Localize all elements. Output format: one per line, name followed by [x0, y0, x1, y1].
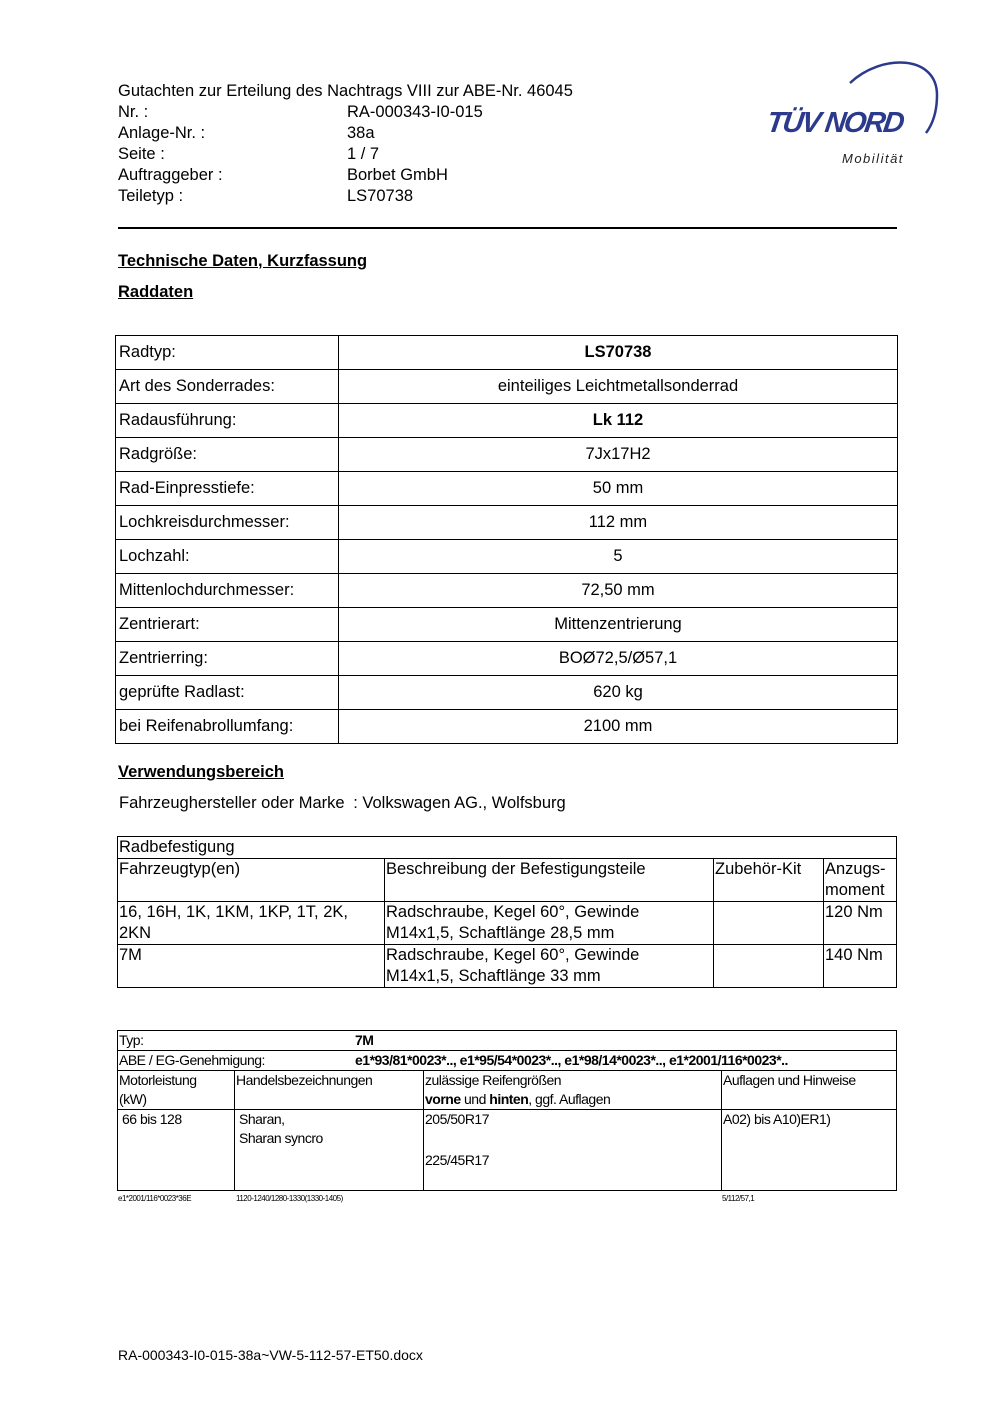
manufacturer-value: Volkswagen AG., Wolfsburg	[362, 794, 566, 812]
row-value: 620 kg	[339, 676, 898, 710]
header-row-anlage	[118, 123, 573, 144]
header-line: Anzugs-	[825, 860, 886, 878]
document-header	[118, 81, 573, 207]
table-row	[116, 540, 898, 574]
header-label: Auftraggeber :	[118, 166, 223, 184]
fastener-description	[385, 945, 714, 988]
raddaten-title: Raddaten	[118, 283, 194, 301]
row-label: Rad-Einpresstiefe:	[116, 472, 339, 506]
typ-value: 7M	[355, 1032, 374, 1048]
tuv-nord-logo	[762, 55, 942, 175]
header-value: LS70738	[347, 187, 414, 205]
manufacturer-line	[119, 794, 566, 813]
header-value: 38a	[347, 124, 375, 142]
row-label: Radtyp:	[116, 336, 339, 370]
typ-cell	[118, 1031, 897, 1051]
row-value: einteiliges Leichtmetallsonderrad	[339, 370, 898, 404]
desc-line: Radschraube, Kegel 60°, Gewinde	[386, 903, 640, 921]
types-line: 16, 16H, 1K, 1KM, 1KP, 1T, 2K,	[119, 903, 348, 921]
kit-cell	[714, 945, 824, 988]
table-row	[116, 370, 898, 404]
tires-cell	[424, 1110, 722, 1191]
section-title: Technische Daten, Kurzfassung	[118, 252, 368, 270]
types-line: 7M	[119, 946, 142, 964]
table-row	[116, 438, 898, 472]
vehicle-types	[118, 902, 385, 945]
typ-table	[117, 1030, 897, 1191]
header-cell: Zubehör-Kit	[714, 859, 824, 902]
header-value: RA-000343-I0-015	[347, 103, 483, 121]
verwendung-title: Verwendungsbereich	[118, 763, 284, 781]
header-vorne: vorne	[425, 1091, 461, 1107]
row-label: bei Reifenabrollumfang:	[116, 710, 339, 744]
header-label: Teiletyp :	[118, 187, 184, 205]
names-cell	[235, 1110, 424, 1191]
header-line: moment	[825, 881, 885, 899]
header-rest: , ggf. Auflagen	[528, 1091, 611, 1107]
abe-value: e1*93/81*0023*.., e1*95/54*0023*.., e1*98/14*0023*.., e1*2001/116*0023*..	[355, 1052, 788, 1068]
torque-cell: 120 Nm	[824, 902, 897, 945]
fastener-description	[385, 902, 714, 945]
table-row	[118, 902, 897, 945]
row-label: Radausführung:	[116, 404, 339, 438]
table-row	[116, 404, 898, 438]
header-cell: Beschreibung der Befestigungsteile	[385, 859, 714, 902]
table-row	[116, 336, 898, 370]
row-label: Lochzahl:	[116, 540, 339, 574]
row-label: Zentrierart:	[116, 608, 339, 642]
abe-cell	[118, 1051, 897, 1071]
header-line: zulässige Reifengrößen	[425, 1072, 562, 1088]
typ-data-row	[118, 1110, 897, 1191]
row-value: 7Jx17H2	[339, 438, 898, 472]
row-label: Art des Sonderrades:	[116, 370, 339, 404]
kit-cell	[714, 902, 824, 945]
table-row	[116, 676, 898, 710]
header-line	[425, 1090, 720, 1109]
range-code: 1120-1240/1280-1330(1330-1405)	[236, 1194, 343, 1203]
row-value: 5	[339, 540, 898, 574]
row-value: 112 mm	[339, 506, 898, 540]
header-cell: Fahrzeugtyp(en)	[118, 859, 385, 902]
footer-filename: RA-000343-I0-015-38a~VW-5-112-57-ET50.docx	[118, 1347, 423, 1363]
name-line: Sharan syncro	[239, 1130, 323, 1146]
approval-code: e1*2001/116*0023*36E	[118, 1194, 192, 1203]
row-value: 72,50 mm	[339, 574, 898, 608]
header-row-nr	[118, 102, 573, 123]
table-row	[116, 472, 898, 506]
row-label: Zentrierring:	[116, 642, 339, 676]
header-und: und	[460, 1091, 490, 1107]
logo-brand: TÜV NORD	[764, 107, 905, 139]
row-value: LS70738	[339, 336, 898, 370]
header-value: Borbet GmbH	[347, 166, 448, 184]
desc-line: M14x1,5, Schaftlänge 33 mm	[386, 967, 601, 985]
befestigung-title: Radbefestigung	[118, 837, 897, 859]
header-line: (kW)	[119, 1091, 147, 1107]
manufacturer-separator: :	[353, 794, 358, 812]
abe-row	[118, 1051, 897, 1071]
row-value: BOØ72,5/Ø57,1	[339, 642, 898, 676]
torque-cell: 140 Nm	[824, 945, 897, 988]
name-line: Sharan,	[239, 1111, 285, 1127]
tire-line: 225/45R17	[425, 1152, 490, 1168]
tire-line: 205/50R17	[425, 1111, 490, 1127]
header-auflagen: Auflagen und Hinweise	[722, 1071, 897, 1110]
header-divider	[118, 227, 897, 229]
typ-header-row	[118, 1071, 897, 1110]
row-value: 2100 mm	[339, 710, 898, 744]
raddaten-table	[115, 335, 898, 744]
table-header-row	[118, 859, 897, 902]
row-value: Mittenzentrierung	[339, 608, 898, 642]
header-row-auftraggeber	[118, 165, 573, 186]
table-row	[116, 574, 898, 608]
header-label: Nr. :	[118, 103, 149, 121]
logo-subtitle: Mobilität	[842, 151, 904, 166]
table-row	[116, 710, 898, 744]
header-cell-torque	[824, 859, 897, 902]
report-title: Gutachten zur Erteilung des Nachtrags VIII zur ABE-Nr. 46045	[118, 82, 573, 100]
types-line: 2KN	[119, 924, 152, 942]
table-title-row	[118, 837, 897, 859]
notes-cell: A02) bis A10)ER1)	[722, 1110, 897, 1191]
header-hinten: hinten	[489, 1091, 529, 1107]
table-row	[116, 608, 898, 642]
table-row	[118, 945, 897, 988]
desc-line: M14x1,5, Schaftlänge 28,5 mm	[386, 924, 615, 942]
row-label: geprüfte Radlast:	[116, 676, 339, 710]
header-reifen	[424, 1071, 722, 1110]
abe-label: ABE / EG-Genehmigung:	[119, 1052, 265, 1068]
befestigung-table	[117, 836, 897, 988]
manufacturer-label: Fahrzeughersteller oder Marke	[119, 794, 345, 812]
header-row-teiletyp	[118, 186, 573, 207]
header-handel: Handelsbezeichnungen	[235, 1071, 424, 1110]
row-label: Lochkreisdurchmesser:	[116, 506, 339, 540]
header-label: Seite :	[118, 145, 165, 163]
header-row-seite	[118, 144, 573, 165]
row-label: Mittenlochdurchmesser:	[116, 574, 339, 608]
typ-row	[118, 1031, 897, 1051]
desc-line: Radschraube, Kegel 60°, Gewinde	[386, 946, 640, 964]
power-cell: 66 bis 128	[118, 1110, 235, 1191]
vehicle-types	[118, 945, 385, 988]
typ-label: Typ:	[119, 1032, 144, 1048]
table-row	[116, 642, 898, 676]
wheel-code: 5/112/57,1	[722, 1194, 755, 1203]
row-value: 50 mm	[339, 472, 898, 506]
header-line: Motorleistung	[119, 1072, 197, 1088]
row-label: Radgröße:	[116, 438, 339, 472]
header-motor	[118, 1071, 235, 1110]
row-value: Lk 112	[339, 404, 898, 438]
table-row	[116, 506, 898, 540]
header-value: 1 / 7	[347, 145, 380, 163]
header-label: Anlage-Nr. :	[118, 124, 206, 142]
